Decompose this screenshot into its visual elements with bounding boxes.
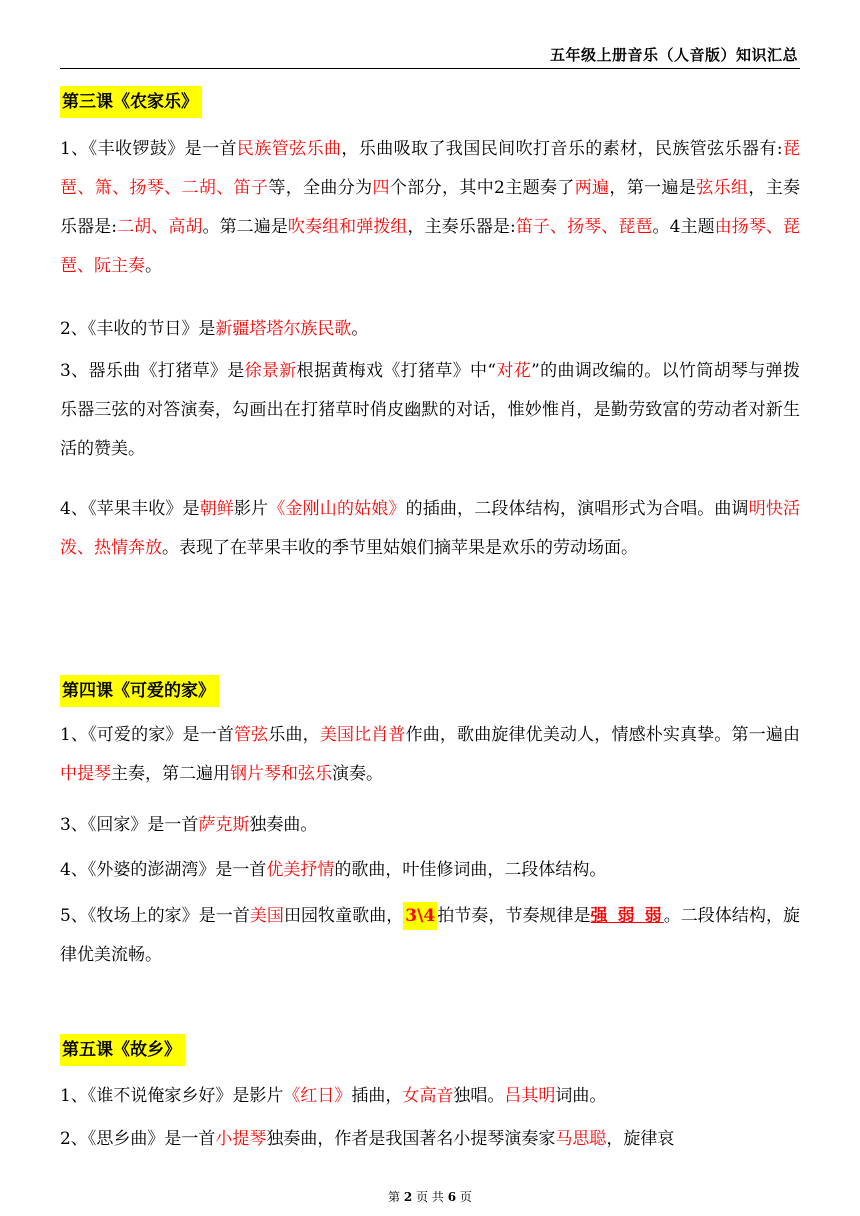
lesson4-item-1: 1、《可爱的家》是一首管弦乐曲，美国比肖普作曲，歌曲旋律优美动人，情感朴实真挚。第一遍由中提琴主奏，第二遍用钢片琴和弦乐演奏。 bbox=[60, 725, 801, 784]
lesson5-heading: 第五课《故乡》 bbox=[60, 1034, 185, 1066]
page-footer: 第 2 页 共 6 页 bbox=[388, 1190, 472, 1204]
lesson4-heading: 第四课《可爱的家》 bbox=[60, 675, 219, 707]
lesson3-item-3: 3、器乐曲《打猪草》是徐景新根据黄梅戏《打猪草》中“对花”的曲调改编的。以竹筒胡琴与弹拨乐器三弦的对答演奏，勾画出在打猪草时俏皮幽默的对话，惟妙惟肖，是勤劳致富的劳动者对新生活的赞美。 bbox=[60, 361, 800, 459]
current-page: 2 bbox=[403, 1190, 413, 1204]
lesson3-item-4: 4、《苹果丰收》是朝鲜影片《金刚山的姑娘》的插曲，二段体结构，演唱形式为合唱。曲调明快活泼、热情奔放。表现了在苹果丰收的季节里姑娘们摘苹果是欢乐的劳动场面。 bbox=[60, 499, 801, 558]
header-rule bbox=[60, 68, 800, 69]
lesson4-item-5: 5、《牧场上的家》是一首美国田园牧童歌曲， 3\4 拍节奏，节奏规律是强 弱 弱。二段体结构，旋律优美流畅。 bbox=[60, 897, 800, 975]
lesson3-heading: 第三课《农家乐》 bbox=[60, 86, 202, 118]
lesson3-item-2: 2、《丰收的节日》是新疆塔塔尔族民歌。 bbox=[60, 319, 369, 339]
lesson3-item-1: 1、《丰收锣鼓》是一首民族管弦乐曲，乐曲吸取了我国民间吹打音乐的素材，民族管弦乐器有:琵琶、箫、扬琴、二胡、笛子等，全曲分为四个部分，其中2主题奏了两遍，第一遍是弦乐组，主奏乐器是:二胡、高胡。第二遍是吹奏组和弹拨组，主奏乐器是:笛子、扬琴、琵琶。4主题由扬琴、琵琶、阮主奏。 bbox=[60, 139, 801, 276]
document-header: 五年级上册音乐（人音版）知识汇总 bbox=[549, 46, 798, 64]
time-signature-highlight: 3\4 bbox=[403, 902, 437, 930]
lesson4-item-4: 4、《外婆的澎湖湾》是一首优美抒情的歌曲，叶佳修词曲，二段体结构。 bbox=[60, 860, 607, 880]
total-pages: 6 bbox=[447, 1190, 457, 1204]
lesson5-item-1: 1、《谁不说俺家乡好》是影片《红日》插曲，女高音独唱。吕其明词曲。 bbox=[60, 1086, 607, 1106]
lesson4-item-3: 3、《回家》是一首萨克斯独奏曲。 bbox=[60, 815, 318, 835]
rhythm-pattern: 强 弱 弱 bbox=[590, 906, 664, 926]
lesson5-item-2: 2、《思乡曲》是一首小提琴独奏曲，作者是我国著名小提琴演奏家马思聪，旋律哀 bbox=[60, 1129, 675, 1149]
